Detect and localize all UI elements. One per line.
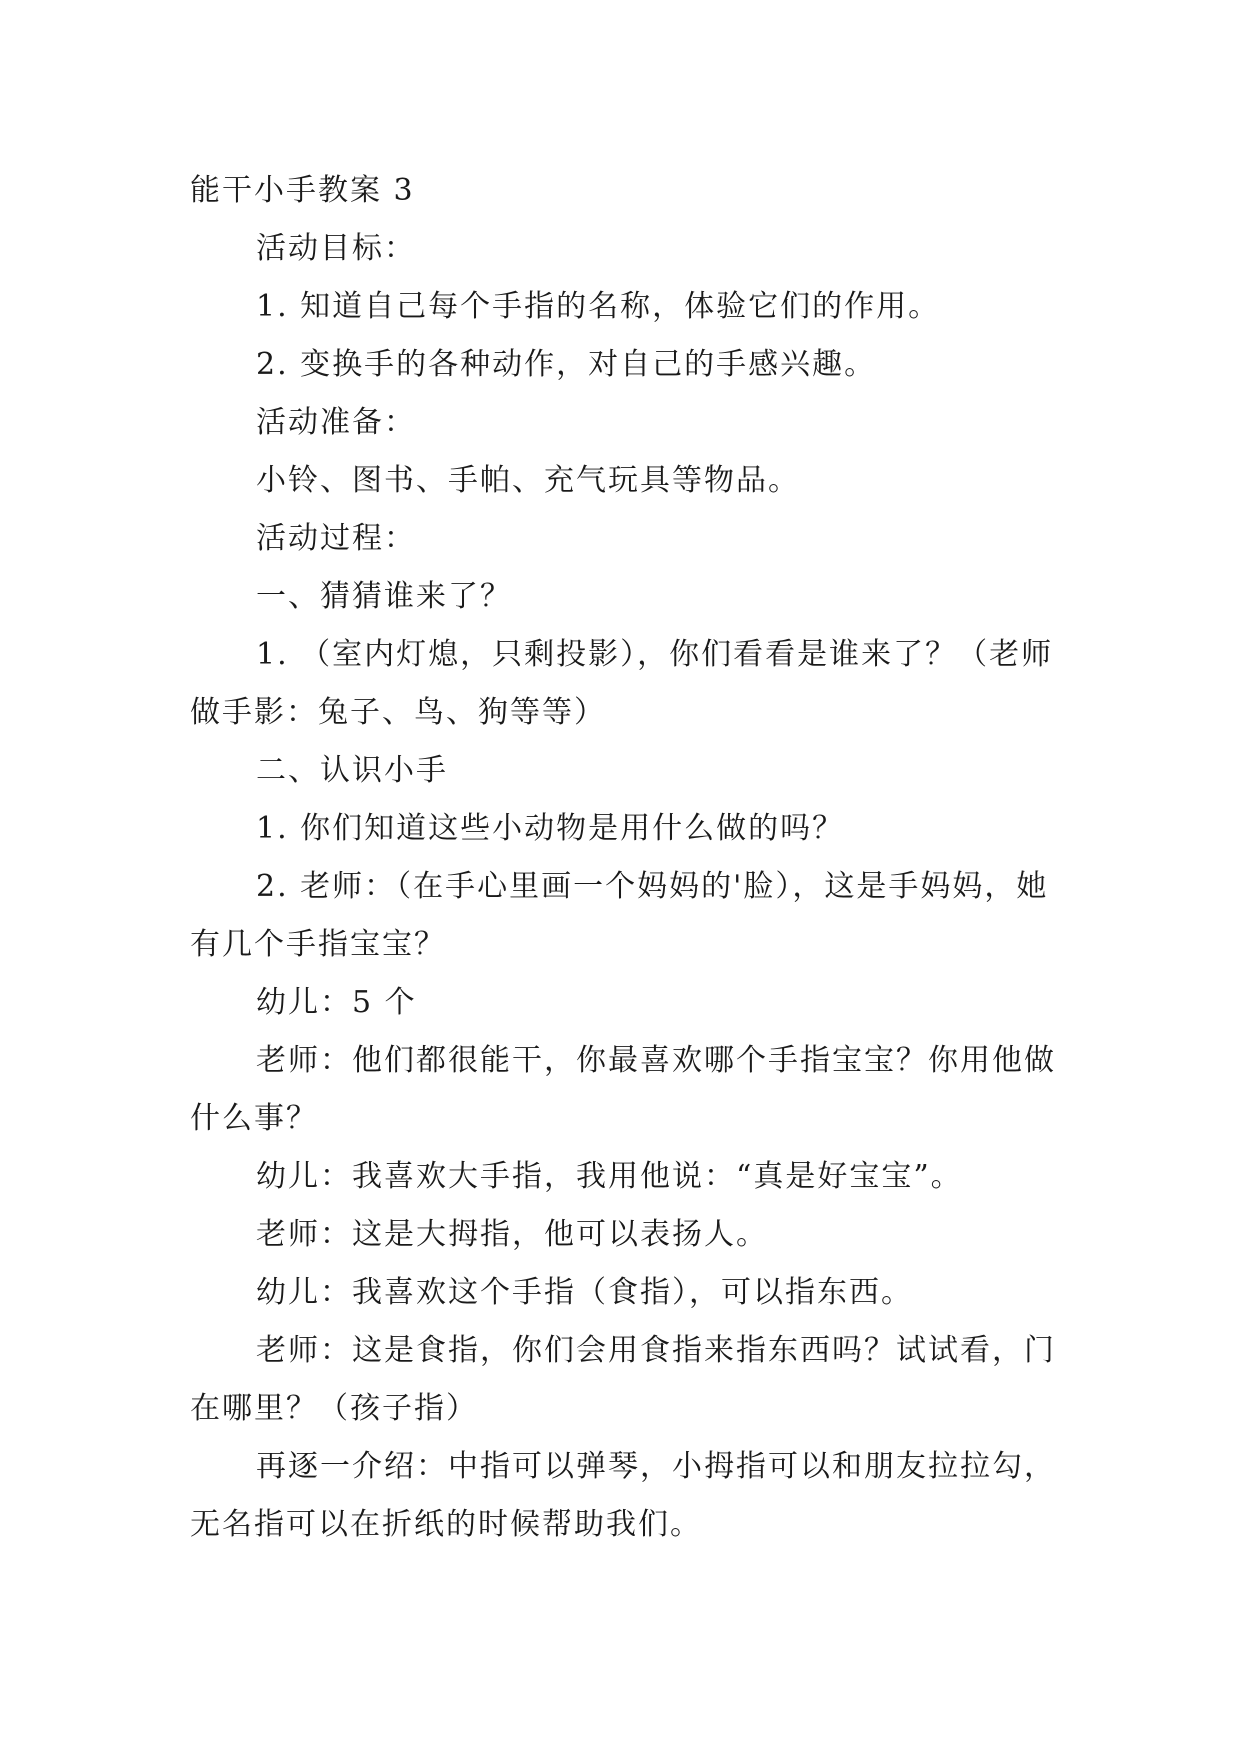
dialogue-line: 幼儿：我喜欢这个手指（食指），可以指东西。 (256, 1275, 913, 1310)
process-paragraph: 1. 你们知道这些小动物是用什么做的吗？ (256, 811, 845, 846)
dialogue-line: 老师：这是大拇指，他可以表扬人。 (256, 1217, 768, 1252)
dialogue-line: 老师：这是食指，你们会用食指来指东西吗？试试看，门在哪里？（孩子指） (190, 1333, 1056, 1426)
document-body (190, 162, 1058, 1554)
dialogue-line: 老师：他们都很能干，你最喜欢哪个手指宝宝？你用他做什么事？ (190, 1043, 1056, 1136)
document-title: 能干小手教案 3 (190, 173, 415, 208)
dialogue-line: 幼儿：我喜欢大手指，我用他说：“真是好宝宝”。 (256, 1159, 963, 1194)
goal-item-2: 2. 变换手的各种动作，对自己的手感兴趣。 (256, 347, 877, 382)
section-heading-goals: 活动目标： (256, 231, 416, 266)
process-step-heading-2: 二、认识小手 (256, 753, 448, 788)
process-step-heading-1: 一、猜猜谁来了？ (256, 579, 512, 614)
process-paragraph: 2. 老师：（在手心里画一个妈妈的'脸），这是手妈妈，她有几个手指宝宝？ (190, 869, 1049, 962)
process-paragraph: 1. （室内灯熄，只剩投影），你们看看是谁来了？（老师做手影：兔子、鸟、狗等等） (190, 637, 1054, 730)
section-heading-preparation: 活动准备： (256, 405, 416, 440)
dialogue-line: 幼儿：5 个 (256, 985, 417, 1020)
section-heading-process: 活动过程： (256, 521, 416, 556)
preparation-text: 小铃、图书、手帕、充气玩具等物品。 (256, 463, 800, 498)
goal-item-1: 1. 知道自己每个手指的名称，体验它们的作用。 (256, 289, 941, 324)
closing-paragraph: 再逐一介绍：中指可以弹琴，小拇指可以和朋友拉拉勾，无名指可以在折纸的时候帮助我们。 (190, 1449, 1056, 1542)
